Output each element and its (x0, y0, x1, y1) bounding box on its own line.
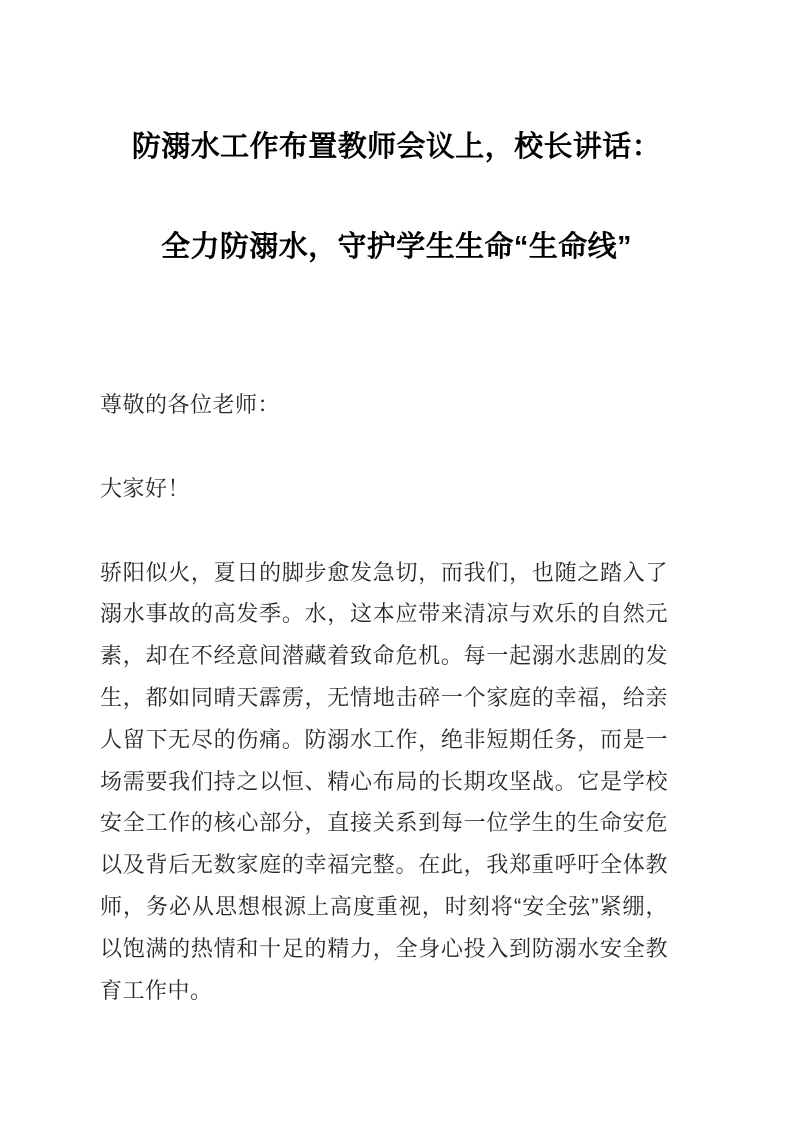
document-body (100, 384, 668, 1011)
main-paragraph: 骄阳似火，夏日的脚步愈发急切，而我们，也随之踏入了溺水事故的高发季。水，这本应带来清凉与欢乐的自然元素，却在不经意间潜藏着致命危机。每一起溺水悲剧的发生，都如同晴天霹雳，无情地击碎一个家庭的幸福，给亲人留下无尽的伤痛。防溺水工作，绝非短期任务，而是一场需要我们持之以恒、精心布局的长期攻坚战。它是学校安全工作的核心部分，直接关系到每一位学生的生命安危以及背后无数家庭的幸福完整。在此，我郑重呼吁全体教师，务必从思想根源上高度重视，时刻将“安全弦”紧绷，以饱满的热情和十足的精力，全身心投入到防溺水安全教育工作中。 (100, 559, 668, 1003)
document-title-line-2: 全力防溺水，守护学生生命“生命线” (161, 231, 632, 263)
document-title-line-1: 防溺水工作布置教师会议上，校长讲话： (131, 131, 662, 163)
greeting: 大家好！ (100, 475, 191, 501)
salutation: 尊敬的各位老师： (100, 392, 281, 417)
